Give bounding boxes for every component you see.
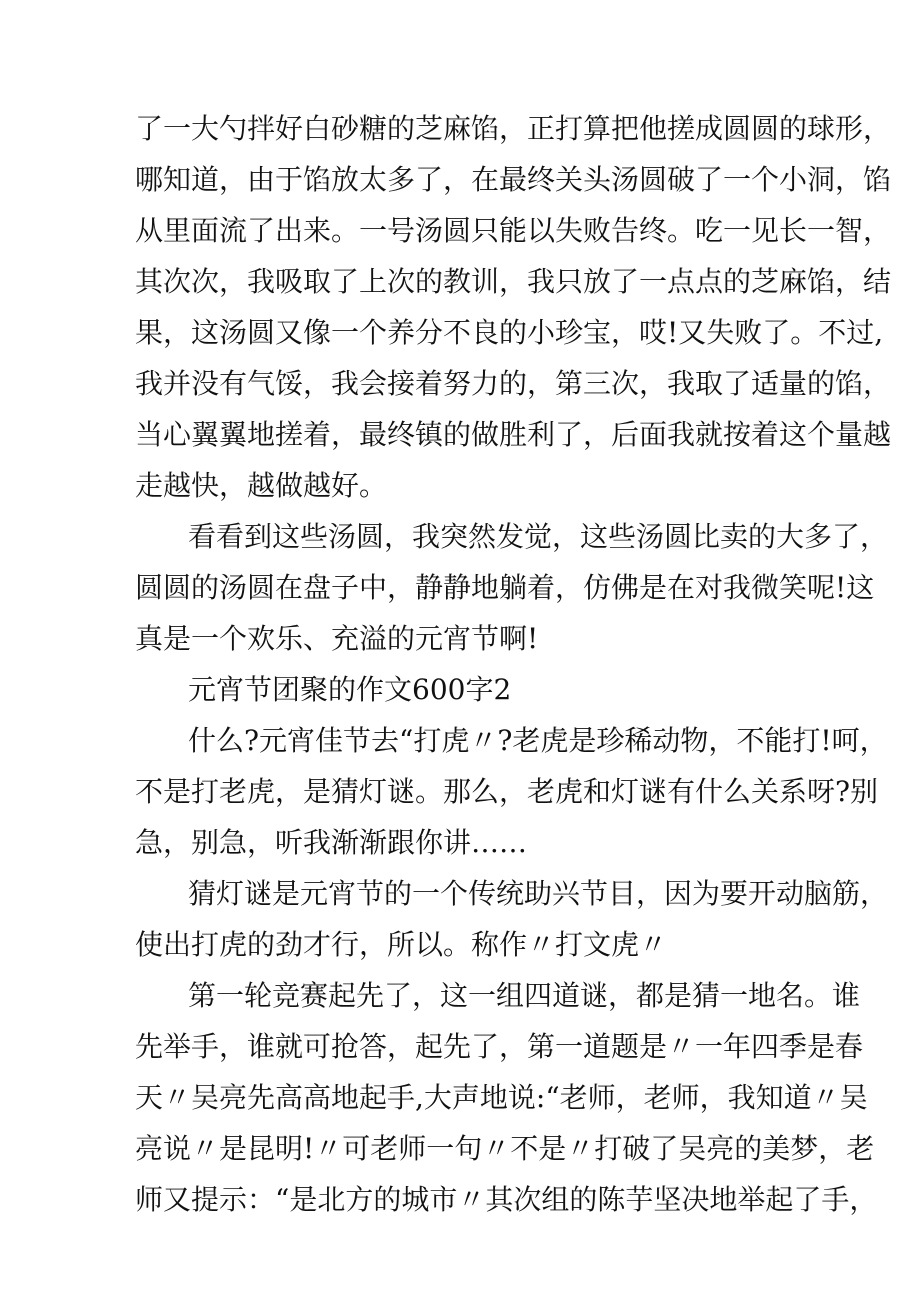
paragraph-first-line: 什么?元宵佳节去“打虎〃?老虎是珍稀动物，不能打!呵，: [188, 724, 888, 757]
text-line: 不是打老虎，是猜灯谜。那么，老虎和灯谜有什么关系呀?别: [135, 775, 879, 808]
section-heading: 元宵节团聚的作文600字2: [188, 673, 512, 706]
text-line: 了一大勺拌好白砂糖的芝麻馅，正打算把他搓成圆圆的球形，: [135, 112, 892, 145]
text-line: 当心翼翼地搓着，最终镇的做胜利了，后面我就按着这个量越: [135, 418, 892, 451]
paragraph-first-line: 猜灯谜是元宵节的一个传统助兴节目，因为要开动脑筋，: [188, 877, 889, 910]
text-line: 从里面流了出来。一号汤圆只能以失败告终。吃一见长一智，: [135, 214, 892, 247]
paragraph-first-line: 第一轮竞赛起先了，这一组四道谜，都是猜一地名。谁: [188, 979, 861, 1012]
text-line: 急，别急，听我渐渐跟你讲……: [135, 826, 528, 859]
text-line: 我并没有气馁，我会接着努力的，第三次，我取了适量的馅，: [135, 367, 892, 400]
text-line: 果，这汤圆又像一个养分不良的小珍宝，哎!又失败了。不过,: [135, 316, 884, 349]
text-line: 哪知道，由于馅放太多了，在最终关头汤圆破了一个小洞，馅: [135, 163, 892, 196]
text-line: 天〃吴亮先高高地起手,大声地说:“老师，老师，我知道〃吴: [135, 1081, 868, 1114]
text-line: 走越快，越做越好。: [135, 469, 388, 502]
text-line: 其次次，我吸取了上次的教训，我只放了一点点的芝麻馅，结: [135, 265, 892, 298]
text-line: 亮说〃是昆明!〃可老师一句〃不是〃打破了吴亮的美梦，老: [135, 1132, 875, 1165]
text-line: 先举手，谁就可抢答，起先了，第一道题是〃一年四季是春: [135, 1030, 864, 1063]
text-line: 真是一个欢乐、充溢的元宵节啊!: [135, 622, 539, 655]
text-line: 使出打虎的劲才行，所以。称作〃打文虎〃: [135, 928, 668, 961]
paragraph-first-line: 看看到这些汤圆，我突然发觉，这些汤圆比卖的大多了，: [188, 520, 889, 553]
text-line: 师又提示：“是北方的城市〃其次组的陈芋坚决地举起了手，: [135, 1183, 878, 1216]
text-line: 圆圆的汤圆在盘子中，静静地躺着，仿佛是在对我微笑呢!这: [135, 571, 875, 604]
